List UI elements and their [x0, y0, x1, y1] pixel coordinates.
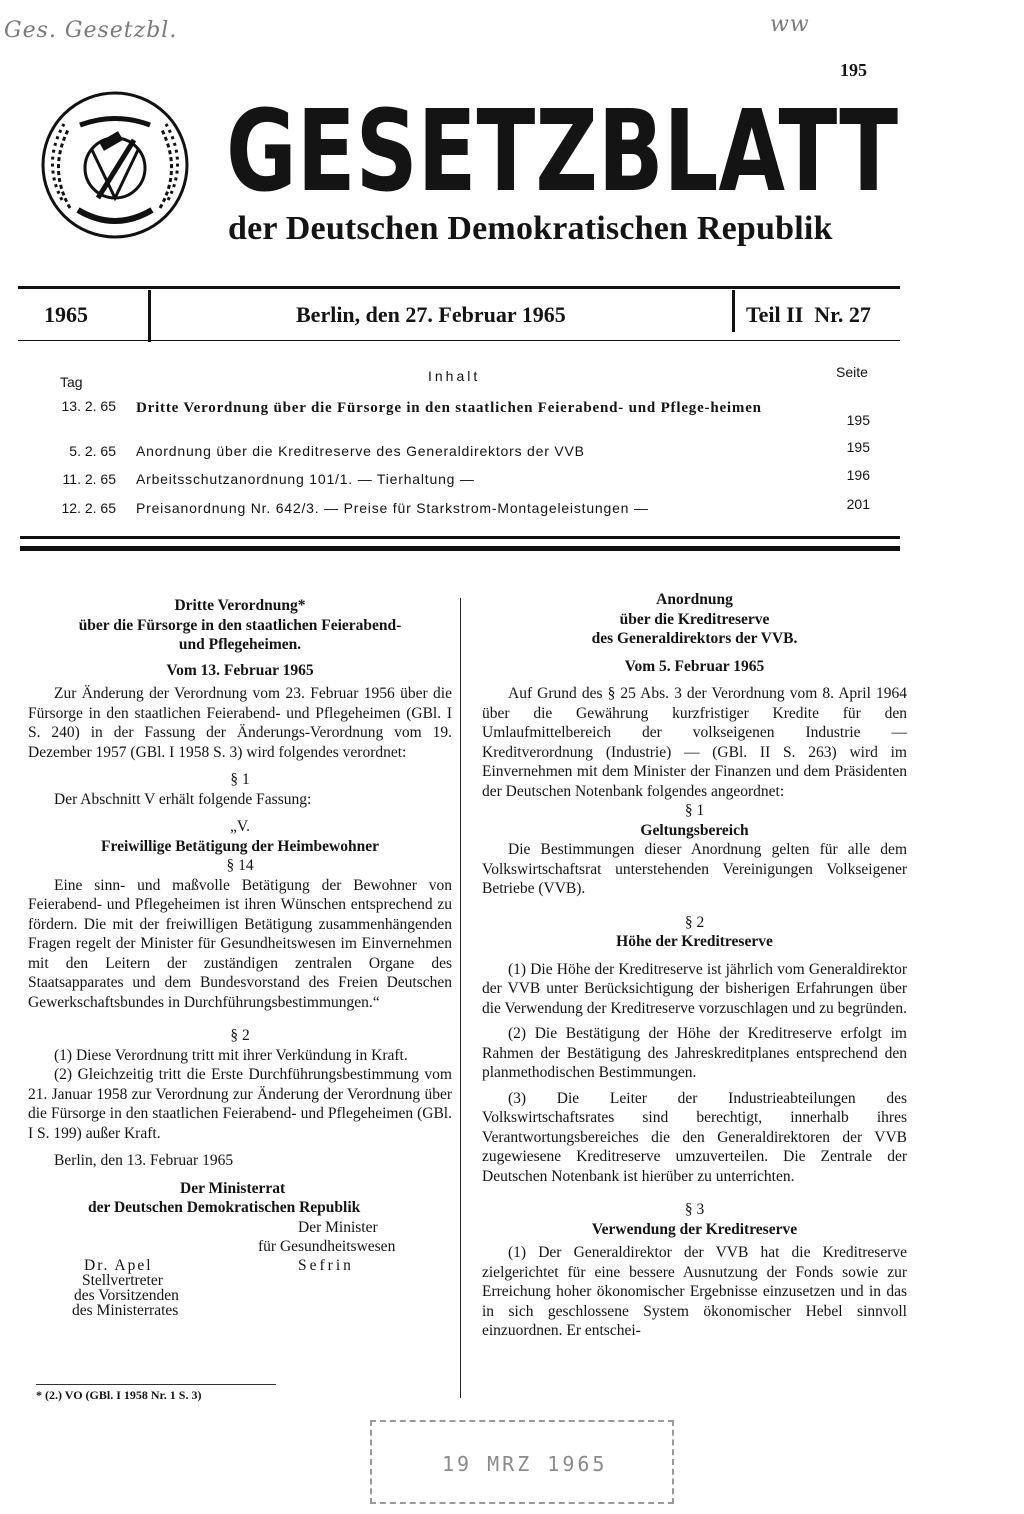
section-number: § 1: [230, 771, 250, 788]
toc-title: Arbeitsschutzanordnung 101/1. — Tierhaltung —: [136, 471, 475, 487]
toc-rule-heavy: [20, 546, 900, 551]
toc-date: 11. 2. 65: [62, 471, 116, 487]
section-text: Die Bestimmungen dieser Anordnung gelten für alle dem Volkswirtschaftsrat unterstehenden Vereinigungen Volkseigener Betriebe (VVB).: [482, 841, 907, 897]
toc-page: 195: [846, 412, 870, 428]
toc-col-inhalt: Inhalt: [428, 368, 481, 384]
article-heading: über die Fürsorge in den staatlichen Feierabend-: [78, 616, 402, 634]
stamp-text: 19 MRZ 1965: [442, 1452, 608, 1476]
toc-row[interactable]: [0, 496, 900, 522]
header-divider: [148, 290, 151, 342]
archive-stamp: [370, 1420, 674, 1504]
section-title: Verwendung der Kreditreserve: [591, 1220, 798, 1238]
place-date: Berlin, den 13. Februar 1965: [54, 1152, 234, 1169]
subsection-title: Freiwillige Betätigung der Heimbewohner: [101, 837, 379, 855]
masthead-title: [226, 87, 898, 217]
article-heading: Anordnung: [656, 591, 733, 608]
column-divider: [460, 598, 461, 1398]
toc-date: 12. 2. 65: [61, 500, 116, 516]
section-text: Eine sinn- und maßvolle Betätigung der Bewohner von Feierabend- und Pflegeheimen ist ihren Wünschen entsprechend zu fördern. Die mit der freiwilligen Betätigung zusammenhängenden Fragen regelt der Minister für Gesundheitswesen im Einvernehmen mit den Leitern der zuständigen zentralen Organe des Staatsapparates und dem Bundesvorstand des Freien Deutschen Gewerkschaftsbundes in Durchführungsbestimmungen.“: [28, 876, 452, 1011]
signatory-council: der Deutschen Demokratischen Republik: [88, 1199, 361, 1216]
masthead-title-text: GESETZBLATT: [226, 87, 898, 217]
issue-date: Berlin, den 27. Februar 1965: [296, 302, 566, 327]
section-number: § 2: [230, 1027, 250, 1044]
article-heading: des Generaldirektors der VVB.: [591, 630, 798, 647]
section-number: § 1: [684, 802, 705, 819]
section-number: § 2: [684, 913, 705, 931]
paragraph: (1) Die Höhe der Kreditreserve ist jährlich vom Generaldirektor der VVB unter Berücksichtigung der bisherigen Erfahrungen über die Verwendung der Kreditreserve vorzuschlagen und zu begründen.: [482, 960, 907, 1017]
issue-part: Teil II Nr. 27: [746, 302, 871, 327]
article-heading: über die Kreditreserve: [619, 610, 770, 628]
article-heading: und Pflegeheimen.: [178, 636, 302, 653]
paragraph: (1) Der Generaldirektor der VVB hat die Kreditreserve zielgerichtet für eine bessere Ausnutzung der Fonds sowie zur Erreichung hoher ökonomischer Ergebnisse einzusetzen und in das in sich geschlossene System ökonomischer Hebel sinnvoll einzuordnen. Er entschei-: [482, 1244, 907, 1339]
toc-row[interactable]: [0, 439, 900, 465]
toc-date: 5. 2. 65: [69, 443, 116, 459]
article-heading: Dritte Verordnung*: [174, 597, 306, 614]
toc-col-tag: Tag: [60, 374, 83, 390]
paragraph: (3) Die Leiter der Industrieabteilungen des Volkswirtschaftsrates sind berechtigt, innerhalb ihres Verantwortungsbereiches die den Generaldirektoren der VVB zugewiesene Kreditreserve umzuverteilen. Die Zentrale der Deutschen Notenbank ist hierüber zu unterrichten.: [482, 1089, 907, 1185]
subsection-label: „V.: [230, 818, 250, 835]
signatory-title: des Vorsitzenden: [74, 1286, 179, 1304]
section-title: Höhe der Kreditreserve: [616, 933, 773, 950]
handwritten-note: Ges. Gesetzbl.: [4, 18, 178, 43]
toc-title: Preisanordnung Nr. 642/3. — Preise für Starkstrom-Montageleistungen —: [136, 500, 649, 516]
section-title: Geltungsbereich: [640, 821, 749, 839]
signatory-name: Sefrin: [298, 1256, 354, 1274]
toc-page: 196: [846, 467, 870, 483]
header-rule-bottom: [18, 340, 900, 341]
section-number: § 14: [226, 857, 254, 874]
signatory-title: Der Minister: [298, 1218, 378, 1236]
article-intro: Auf Grund des § 25 Abs. 3 der Verordnung vom 8. April 1964 über die Gewährung kurzfristiger Kredite für den Umlaufmittelbereich der volkseigenen Industrie — Kreditverordnung (Industrie) — (GBl. II S. 263) wird im Einvernehmen mit dem Minister der Finanzen und dem Präsidenten der Deutschen Notenbank folgendes angeordnet:: [482, 685, 907, 800]
issue-year: 1965: [44, 302, 88, 327]
footnote: * (2.) VO (GBl. I 1958 Nr. 1 S. 3): [36, 1388, 202, 1402]
toc-title: Anordnung über die Kreditreserve des Generaldirektors der VVB: [136, 443, 585, 459]
toc-row[interactable]: [0, 467, 900, 493]
toc-col-seite: Seite: [836, 364, 868, 380]
signatory-council: Der Ministerrat: [180, 1179, 286, 1197]
header-rule-top: [18, 286, 900, 289]
footnote-rule: [36, 1384, 276, 1385]
handwritten-mark: ww: [770, 12, 810, 37]
signatory-name: Dr. Apel: [84, 1256, 153, 1274]
left-article: [28, 596, 452, 1318]
state-emblem: [40, 90, 190, 240]
signatory-title: Stellvertreter: [82, 1271, 163, 1289]
paragraph: (2) Gleichzeitig tritt die Erste Durchführungsbestimmung vom 21. Januar 1958 zur Verordnung zur Änderung der Verordnung über die Fürsorge in den staatlichen Feierabend- und Pflegeheimen (GBl. I S. 199) außer Kraft.: [28, 1066, 452, 1142]
masthead-subtitle: der Deutschen Demokratischen Republik: [228, 210, 833, 247]
toc-row[interactable]: [0, 398, 900, 438]
article-date: Vom 5. Februar 1965: [624, 657, 765, 675]
signatory-title: des Ministerrates: [72, 1301, 179, 1319]
toc-rule: [20, 536, 900, 539]
toc-title: Dritte Verordnung über die Fürsorge in den staatlichen Feierabend- und Pflege-heimen: [136, 400, 762, 416]
signatory-title: für Gesundheitswesen: [258, 1237, 396, 1255]
article-intro: Zur Änderung der Verordnung vom 23. Februar 1956 über die Fürsorge in den staatlichen Feierabend- und Pflegeheimen (GBl. I S. 240) in der Fassung der Änderungs-Verordnung vom 19. Dezember 1957 (GBl. I 1958 S. 3) wird folgendes verordnet:: [28, 685, 452, 761]
toc-date: 13. 2. 65: [61, 398, 116, 414]
section-number: § 3: [684, 1201, 705, 1218]
toc-page: 201: [846, 496, 870, 512]
section-text: Der Abschnitt V erhält folgende Fassung:: [54, 790, 312, 808]
paragraph: (2) Die Bestätigung der Höhe der Kreditreserve erfolgt im Rahmen der Bestätigung des Jahreskreditplanes entsprechend den planmethodischen Bestimmungen.: [482, 1025, 907, 1081]
toc-page: 195: [846, 439, 870, 455]
header-divider: [732, 290, 735, 332]
page-number: 195: [840, 60, 867, 80]
article-date: Vom 13. Februar 1965: [166, 661, 314, 679]
paragraph: (1) Diese Verordnung tritt mit ihrer Verkündung in Kraft.: [54, 1046, 408, 1064]
right-article: [482, 590, 907, 1341]
